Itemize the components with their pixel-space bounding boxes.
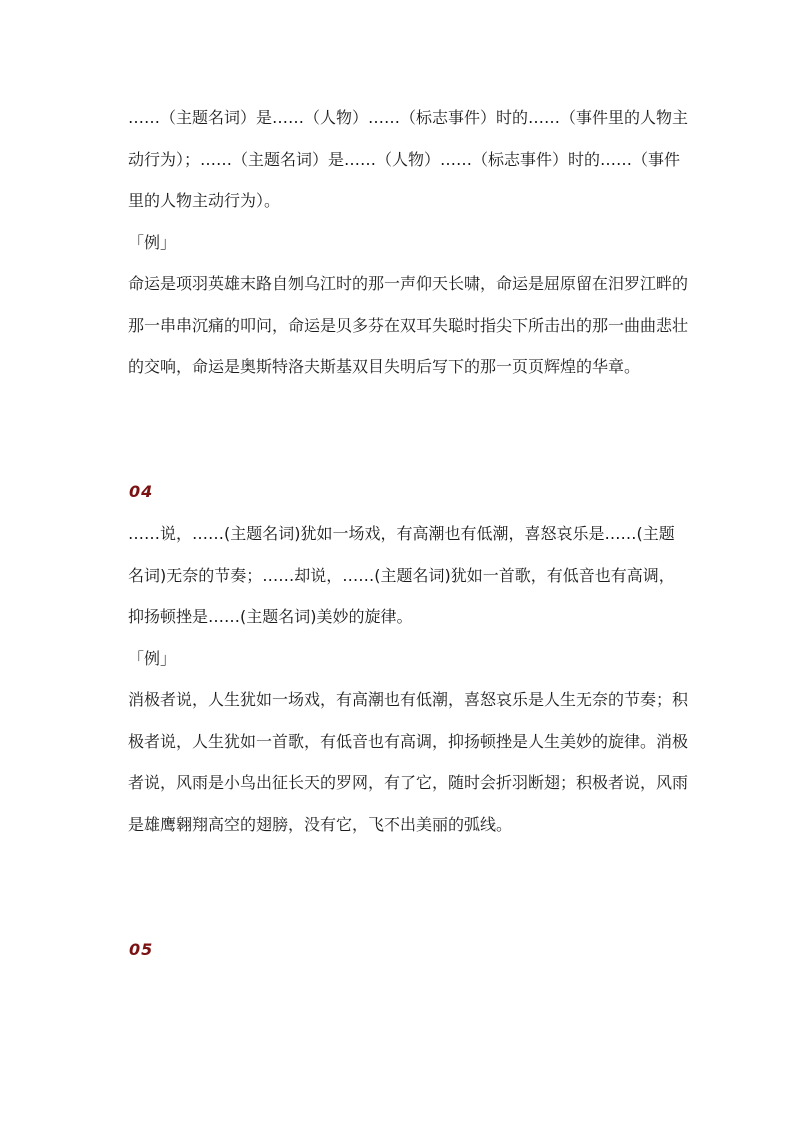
intro-block xyxy=(128,97,688,388)
section-04-number: 04 xyxy=(129,482,154,501)
intro-template: ……（主题名词）是……（人物）……（标志事件）时的……（事件里的人物主动行为）；……（主题名词）是……（人物）……（标志事件）时的……（事件里的人物主动行为）。 xyxy=(128,108,689,210)
section-05-number: 05 xyxy=(129,940,154,959)
intro-example: 命运是项羽英雄末路自刎乌江时的那一声仰天长啸，命运是屈原留在汨罗江畔的那一串串沉痛的叩问，命运是贝多芬在双耳失聪时指尖下所击出的那一曲曲悲壮的交响，命运是奥斯特洛夫斯基双目失明后写下的那一页页辉煌的华章。 xyxy=(128,274,689,376)
section-04-template: ……说，……(主题名词)犹如一场戏，有高潮也有低潮，喜怒哀乐是……(主题名词)无奈的节奏；……却说，……(主题名词)犹如一首歌，有低音也有高调，抑扬顿挫是……(主题名词)美妙的旋律。 xyxy=(128,524,675,626)
section-04-example-label: 「例」 xyxy=(128,648,177,668)
section-04-block xyxy=(128,513,688,845)
section-04-example: 消极者说，人生犹如一场戏，有高潮也有低潮，喜怒哀乐是人生无奈的节奏；积极者说，人生犹如一首歌，有低音也有高调，抑扬顿挫是人生美妙的旋律。消极者说，风雨是小鸟出征长天的罗网，有了它，随时会折羽断翅；积极者说，风雨是雄鹰翱翔高空的翅膀，没有它，飞不出美丽的弧线。 xyxy=(128,690,689,834)
intro-example-label: 「例」 xyxy=(128,232,177,252)
